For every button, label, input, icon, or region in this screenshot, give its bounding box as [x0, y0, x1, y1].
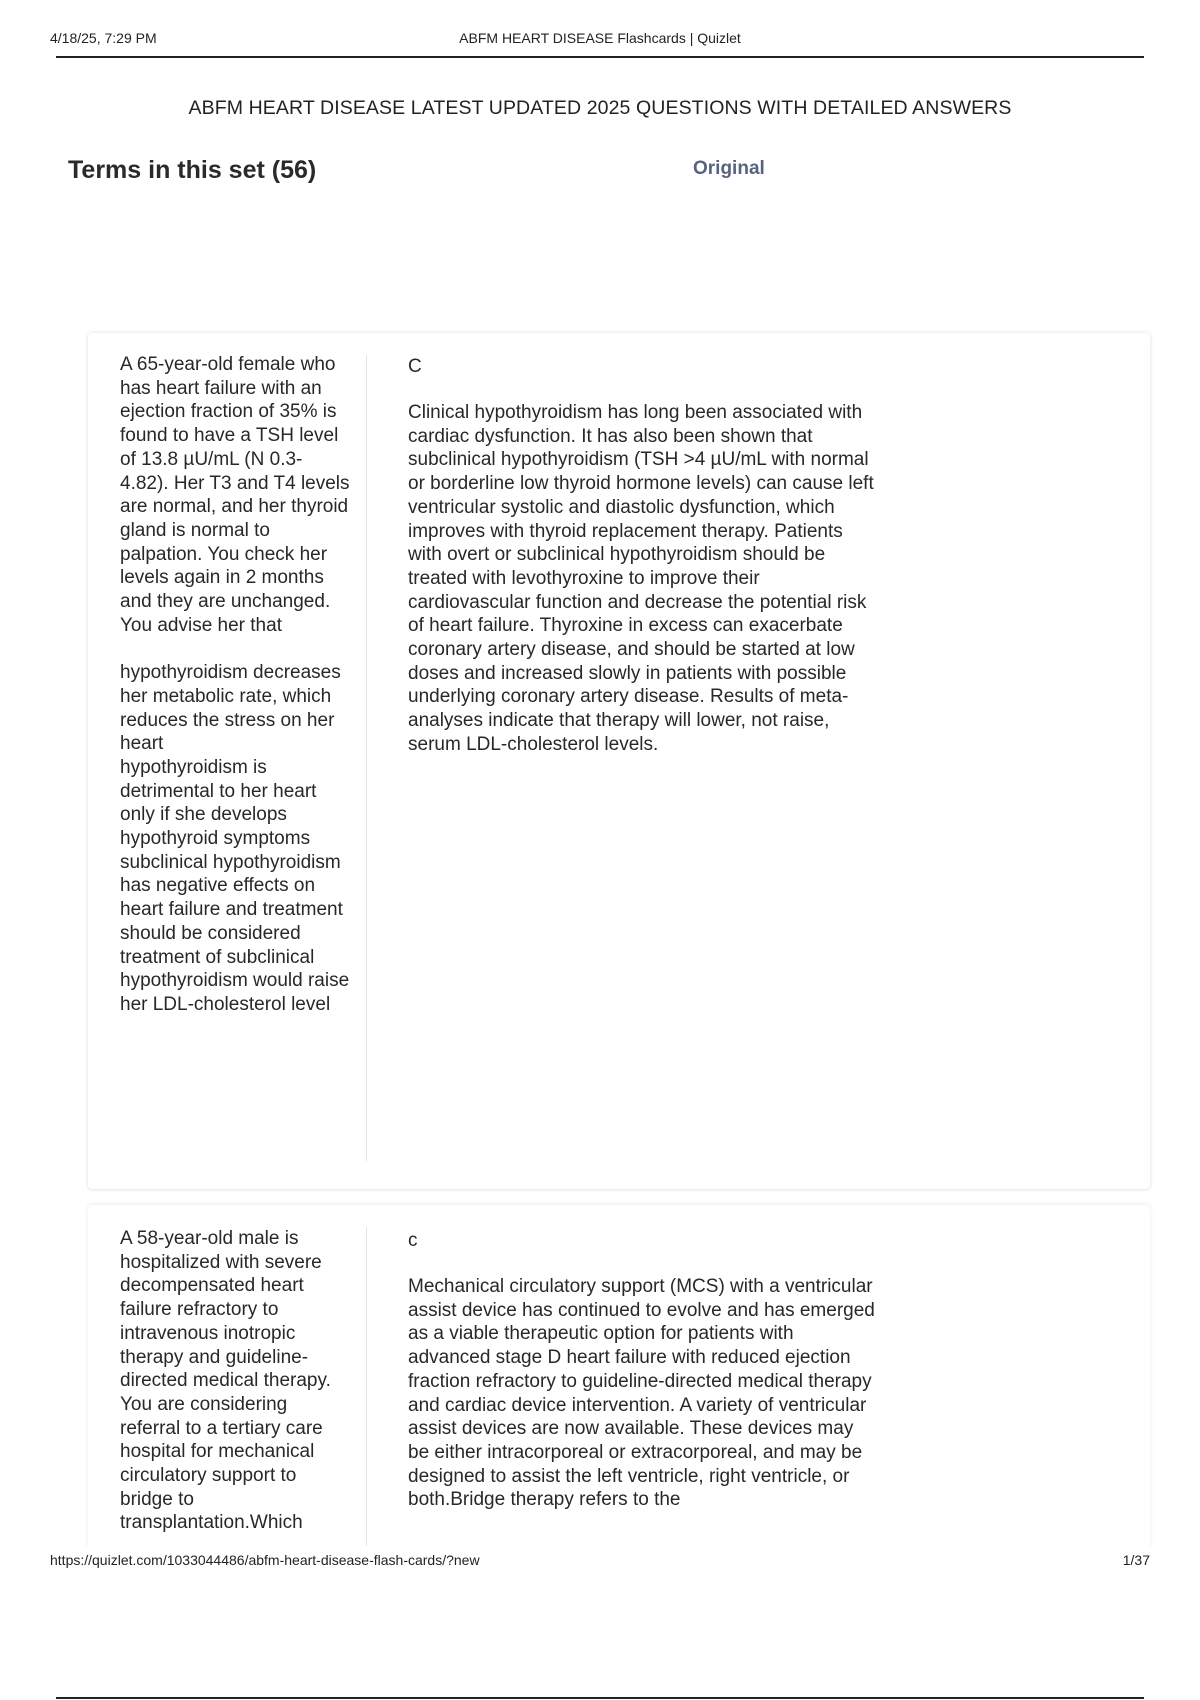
flashcard-term: A 65-year-old female who has heart failure with an ejection fraction of 35% is found to have a TSH level of 13.8 µU/mL (N 0.3-4.82). Her T3 and T4 levels are normal, and her thyroid gland is normal to palpation. You check her levels again in 2 months and they are unchanged. You advise her that hypothyroidism decreases her metabolic rate, which reduces the stress on her heart hypothyroidism is detrimental to her heart only if she develops hypothyroid symptoms subclinical hypothyroidism has negative effects on heart failure and treatment should be considered treatment of subclinical hypothyroidism would raise her LDL-cholesterol level [120, 354, 350, 1015]
print-url: https://quizlet.com/1033044486/abfm-heart-disease-flash-cards/?new [50, 1552, 480, 1568]
card-divider [366, 355, 367, 1161]
print-datetime: 4/18/25, 7:29 PM [50, 30, 157, 46]
flashcard-answer-key: c [408, 1230, 418, 1251]
original-sort-option[interactable]: Original [693, 158, 765, 179]
header-rule [56, 56, 1144, 58]
print-footer [50, 1552, 1150, 1572]
terms-heading: Terms in this set (56) [68, 156, 317, 184]
flashcard-term: A 58-year-old male is hospitalized with severe decompensated heart failure refractory to intravenous inotropic therapy and guideline-directed medical therapy. You are considering referral to a tertiary care hospital for mechanical circulatory support to bridge to transplantation.Which [120, 1228, 336, 1534]
flashcard-answer-key: C [408, 356, 422, 377]
print-page-title: ABFM HEART DISEASE Flashcards | Quizlet [459, 30, 741, 46]
flashcard [88, 1205, 1150, 1565]
print-page-number: 1/37 [1122, 1552, 1150, 1568]
print-header [50, 30, 1150, 54]
flashcard-definition: Mechanical circulatory support (MCS) with a ventricular assist device has continued to evolve and has emerged as a viable therapeutic option for patients with advanced stage D heart failure with reduced ejection fraction refractory to guideline-directed medical therapy and cardiac device intervention. A variety of ventricular assist devices are now available. These devices may be either intracorporeal or extracorporeal, and may be designed to assist the left ventricle, right ventricle, or both.Bridge therapy refers to the [408, 1276, 875, 1511]
flashcard [88, 333, 1150, 1189]
document-title: ABFM HEART DISEASE LATEST UPDATED 2025 QUESTIONS WITH DETAILED ANSWERS [188, 97, 1012, 119]
card-divider [366, 1227, 367, 1565]
flashcard-definition: Clinical hypothyroidism has long been associated with cardiac dysfunction. It has also been shown that subclinical hypothyroidism (TSH >4 µU/mL with normal or borderline low thyroid hormone levels) can cause left ventricular systolic and diastolic dysfunction, which improves with thyroid replacement therapy. Patients with overt or subclinical hypothyroidism should be treated with levothyroxine to improve their cardiovascular function and decrease the potential risk of heart failure. Thyroxine in excess can exacerbate coronary artery disease, and should be started at low doses and increased slowly in patients with possible underlying coronary artery disease. Results of meta-analyses indicate that therapy will lower, not raise, serum LDL-cholesterol levels. [408, 402, 874, 755]
footer-rule [56, 1697, 1144, 1699]
